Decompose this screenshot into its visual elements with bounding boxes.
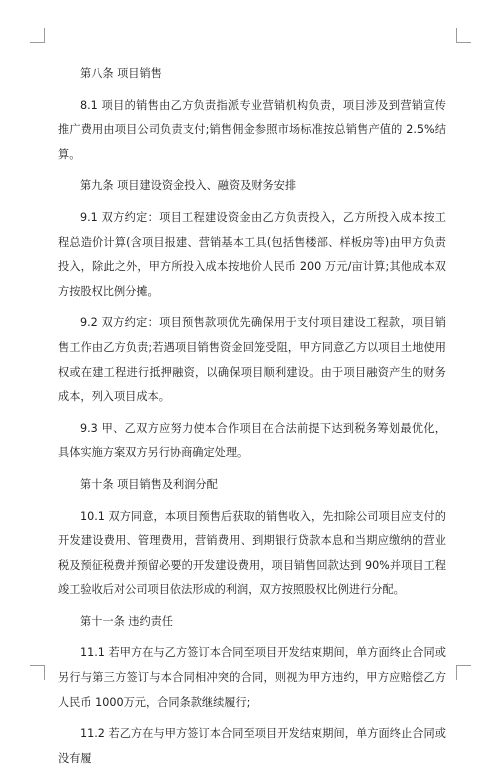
clause-11-1: 11.1 若甲方在与乙方签订本合同至项目开发结束期间，单方面终止合同或另行与第三方签订与本合同相冲突的合同，则视为甲方违约，甲方应赔偿乙方人民币 1000万元，合同条款继续履行; <box>58 646 446 709</box>
clause-9-3: 9.3 甲、乙双方应努力使本合作项目在合法前提下达到税务筹划最优化，具体实施方案双方另行协商确定处理。 <box>58 421 446 460</box>
clause-8-1: 8.1 项目的销售由乙方负责指派专业营销机构负责，项目涉及到营销宣传推广费用由项目公司负责支付;销售佣金参照市场标准按总销售产值的 2.5%结算。 <box>58 98 446 161</box>
crop-mark-top-left <box>30 28 45 43</box>
article-9-heading: 第九条 项目建设资金投入、融资及财务安排 <box>80 179 297 193</box>
article-11-heading: 第十一条 违约责任 <box>80 614 174 628</box>
document-body <box>58 62 446 778</box>
clause-9-1: 9.1 双方约定：项目工程建设资金由乙方负责投入，乙方所投入成本按工程总造价计算(含项目报建、营销基本工具(包括售楼部、样板房等)由甲方负责投入，除此之外，甲方所投入成本按地价人民币 200 万元/亩计算;其他成本双方按股权比例分摊。 <box>58 210 446 298</box>
crop-mark-bottom-left <box>30 665 45 680</box>
clause-9-2: 9.2 双方约定：项目预售款项优先确保用于支付项目建设工程款，项目销售工作由乙方负责;若遇项目销售资金回笼受阻，甲方同意乙方以项目土地使用权或在建工程进行抵押融资，以确保项目顺利建设。由于项目融资产生的财务成本，列入项目成本。 <box>58 316 446 404</box>
crop-mark-bottom-right <box>456 665 471 680</box>
clause-10-1: 10.1 双方同意，本项目预售后获取的销售收入，先扣除公司项目应支付的开发建设费用、管理费用，营销费用、到期银行贷款本息和当期应缴纳的营业税及预征税费并预留必要的开发建设费用，项目销售回款达到 90%并项目工程竣工验收后对公司项目依法形成的利润，双方按照股权比例进行分配。 <box>58 509 446 597</box>
clause-11-2: 11.2 若乙方在与甲方签订本合同至项目开发结束期间，单方面终止合同或没有履 <box>58 727 446 765</box>
article-10-heading: 第十条 项目销售及利润分配 <box>80 477 218 491</box>
article-8-heading: 第八条 项目销售 <box>80 67 162 80</box>
crop-mark-top-right <box>456 28 471 43</box>
